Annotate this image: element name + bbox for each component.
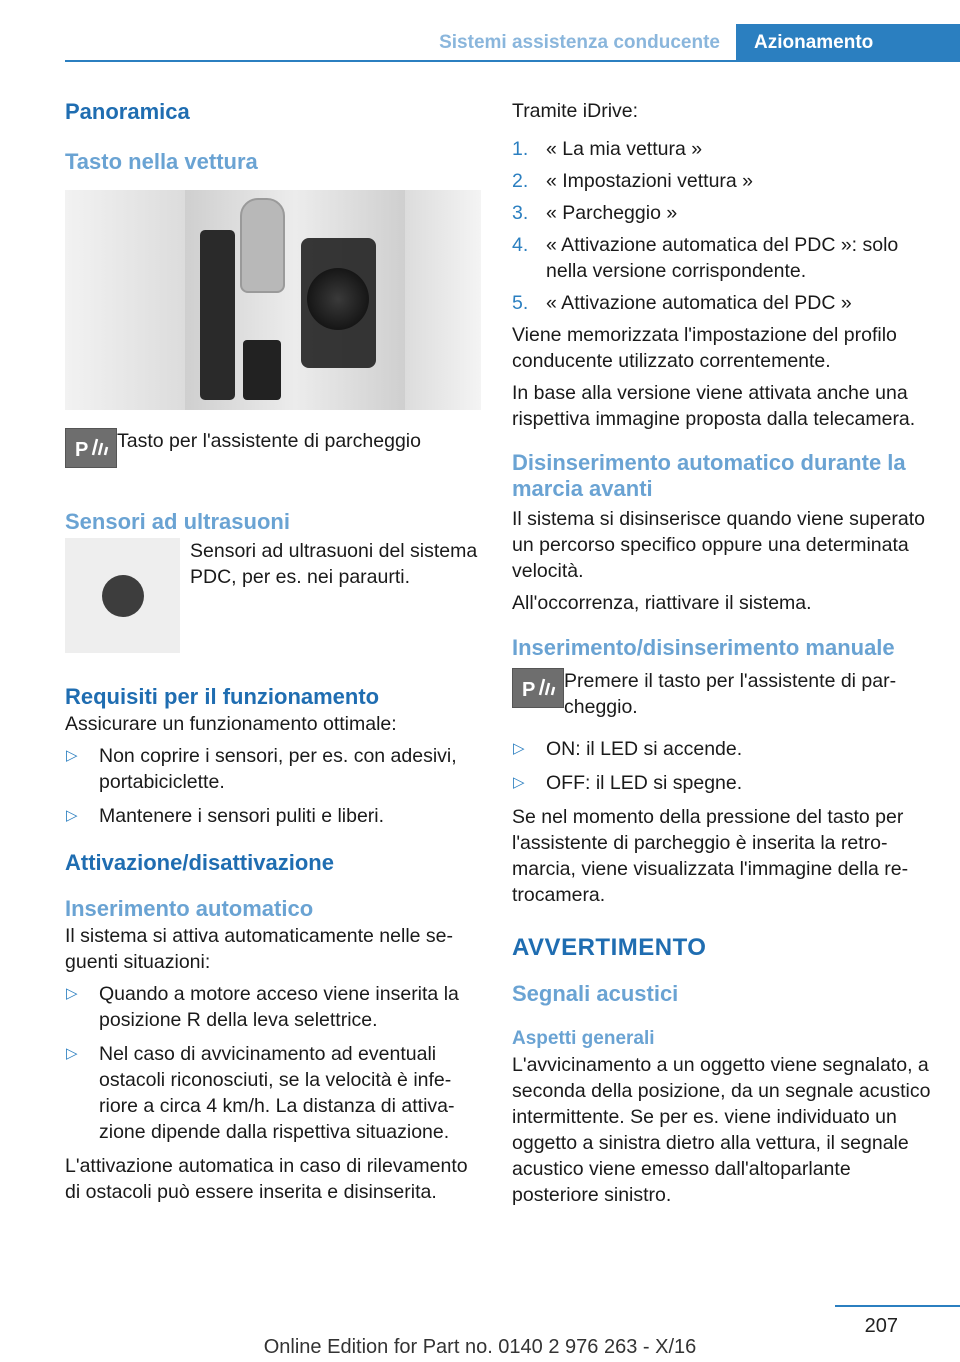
manual-button-row bbox=[512, 668, 932, 720]
heading-auto-deactivation: Disinserimento automatico durante la marcia avanti bbox=[512, 450, 906, 501]
header-rule bbox=[65, 60, 960, 62]
requirements-intro: Assicurare un funzionamento ottimale: bbox=[65, 713, 397, 735]
sensor-row bbox=[65, 538, 481, 653]
right-column bbox=[512, 98, 932, 1208]
list-item: 3. « Parcheggio » bbox=[512, 202, 678, 224]
reverse-text: Se nel momento della pressione del tasto per l'assistente di parcheggio è inserita la retromarcia, viene visualizzata l'immagine della retrocamera. bbox=[512, 806, 909, 906]
list-item: ▷ ON: il LED si accende. bbox=[513, 738, 743, 760]
heading-auto-activation: Inserimento automatico bbox=[65, 896, 314, 921]
list-item: 5. « Attivazione automatica del PDC » bbox=[512, 292, 852, 314]
list-item: ▷ Quando a motore acceso viene inserita la posizione R della leva selettrice. bbox=[66, 983, 459, 1031]
pdc-button-caption: Tasto per l'assistente di parcheggio bbox=[117, 430, 421, 452]
warning-heading: AVVERTIMENTO bbox=[512, 934, 707, 961]
auto-activation-intro: Il sistema si attiva automaticamente nelle seguenti situazioni: bbox=[65, 925, 454, 973]
center-console-photo bbox=[65, 190, 481, 410]
stored-profile-text: Viene memorizzata l'impostazione del profilo conducente utilizzato correntemente. bbox=[512, 324, 897, 372]
bullet-triangle-icon: ▷ bbox=[66, 807, 78, 824]
bullet-triangle-icon: ▷ bbox=[66, 985, 78, 1002]
heading-ultrasonic-sensors: Sensori ad ultrasuoni bbox=[65, 509, 290, 534]
pdc-button-icon bbox=[512, 668, 564, 708]
idrive-steps-list bbox=[512, 136, 932, 316]
heading-button-in-car: Tasto nella vettura bbox=[65, 149, 258, 174]
idrive-intro: Tramite iDrive: bbox=[512, 100, 639, 122]
sensor-description: Sensori ad ultrasuoni del sistema PDC, per es. nei paraurti. bbox=[190, 540, 478, 588]
heading-requirements: Requisiti per il funzionamento bbox=[65, 684, 380, 709]
bullet-triangle-icon: ▷ bbox=[513, 774, 525, 791]
list-item: 1. « La mia vettura » bbox=[512, 138, 703, 160]
auto-deactivation-text: Il sistema si disinserisce quando viene superato un percorso specifico oppure una determinata velocità. bbox=[512, 508, 925, 582]
header-section-title: Sistemi assistenza conducente bbox=[439, 32, 720, 53]
list-item: 2. « Impostazioni vettura » bbox=[512, 170, 754, 192]
edition-footer: Online Edition for Part no. 0140 2 976 263 - X/16 bbox=[263, 1336, 697, 1358]
list-item: ▷ Mantenere i sensori puliti e liberi. bbox=[66, 805, 385, 827]
bullet-triangle-icon: ▷ bbox=[66, 1045, 78, 1062]
heading-general-aspects: Aspetti generali bbox=[512, 1028, 655, 1049]
svg-text:P: P bbox=[75, 439, 89, 461]
heading-manual-toggle: Inserimento/disinserimento manuale bbox=[512, 635, 895, 660]
heading-acoustic-signals: Segnali acustici bbox=[512, 981, 679, 1006]
auto-activation-outro: L'attivazione automatica in caso di rilevamento di ostacoli può essere inserita e disinserita. bbox=[65, 1155, 468, 1203]
pdc-button-icon bbox=[65, 428, 117, 468]
page-number: 207 bbox=[864, 1315, 898, 1337]
idrive-controller-graphic bbox=[307, 268, 369, 330]
list-item: ▷ Nel caso di avvicinamento ad eventuali ostacoli riconosciuti, se la velocità è inferiore a circa 4 km/h. La distanza di attivazione dipende dalla rispettiva situazione. bbox=[66, 1043, 455, 1143]
left-column bbox=[65, 98, 481, 1205]
list-item: ▷ OFF: il LED si spegne. bbox=[513, 772, 743, 794]
footer-rule bbox=[835, 1305, 960, 1307]
list-item: 4. « Attivazione automatica del PDC »: solo nella versione corrispondente. bbox=[512, 234, 899, 282]
reactivate-text: All'occorrenza, riattivare il sistema. bbox=[512, 592, 812, 614]
list-item: ▷ Non coprire i sensori, per es. con adesivi, portabiciclette. bbox=[66, 745, 457, 793]
pdc-button-row bbox=[65, 428, 481, 468]
auto-activation-list bbox=[65, 981, 481, 1145]
header-tab-azionamento: Azionamento bbox=[736, 24, 960, 62]
manual-button-text: Premere il tasto per l'assistente di parcheggio. bbox=[564, 670, 897, 718]
bullet-triangle-icon: ▷ bbox=[513, 740, 525, 757]
general-text: L'avvicinamento a un oggetto viene segnalato, a seconda della posizione, da un segnale acustico intermittente. Se per es. viene individuato un oggetto a sinistra dietro alla vettura, il segnale acustico viene emesso dall'altoparlante posteriore sinistro. bbox=[512, 1054, 931, 1206]
sensor-icon bbox=[102, 575, 144, 617]
requirements-list bbox=[65, 743, 481, 829]
sensor-image bbox=[65, 538, 180, 653]
heading-overview: Panoramica bbox=[65, 99, 190, 124]
heading-activation: Attivazione/disattivazione bbox=[65, 850, 334, 875]
manual-states-list bbox=[512, 736, 932, 796]
camera-text: In base alla versione viene attivata anche una rispettiva immagine proposta dalla telecamera. bbox=[512, 382, 916, 430]
gear-selector-graphic bbox=[240, 198, 285, 293]
bullet-triangle-icon: ▷ bbox=[66, 747, 78, 764]
svg-text:P: P bbox=[522, 679, 536, 701]
